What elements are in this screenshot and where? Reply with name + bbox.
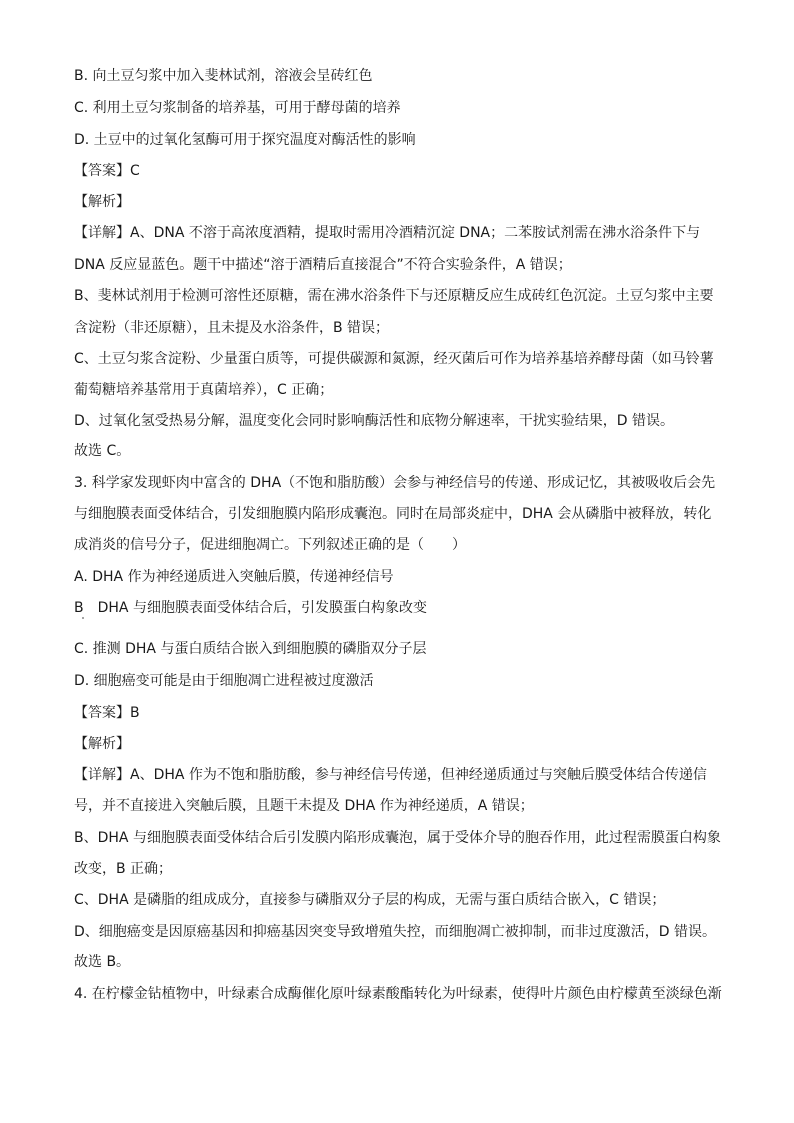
q2-explanation-line: 【详解】A、DNA 不溶于高浓度酒精，提取时需用冷酒精沉淀 DNA；二苯胺试剂需在沸水浴条件下与: [74, 225, 701, 241]
q2-explanation-line: 含淀粉（非还原糖），且未提及水浴条件，B 错误；: [74, 320, 390, 336]
q2-explanation-line: DNA 反应显蓝色。题干中描述“溶于酒精后直接混合”不符合实验条件，A 错误；: [74, 257, 572, 273]
q2-option-d: D. 土豆中的过氧化氢酶可用于探究温度对酶活性的影响: [74, 132, 416, 148]
q3-option-a: A. DHA 作为神经递质进入突触后膜，传递神经信号: [74, 569, 394, 585]
q3-stem-line: 成消炎的信号分子，促进细胞凋亡。下列叙述正确的是（ ）: [74, 537, 466, 553]
q2-explanation-line: 葡萄糖培养基常用于真菌培养），C 正确；: [74, 382, 334, 398]
q3-analysis-label: 【解析】: [74, 736, 130, 752]
q3-stem-line: 与细胞膜表面受体结合，引发细胞膜内陷形成囊泡。同时在局部炎症中，DHA 会从磷脂中被释放，转化: [74, 506, 712, 522]
q4-stem-line: 4. 在柠檬金钻植物中，叶绿素合成酶催化原叶绿素酸酯转化为叶绿素，使得叶片颜色由柠檬黄至淡绿色渐: [74, 986, 722, 1002]
q3-option-d: D. 细胞癌变可能是由于细胞凋亡进程被过度激活: [74, 673, 374, 689]
q3-conclusion: 故选 B。: [74, 954, 131, 970]
q3-explanation-line: C、DHA 是磷脂的组成成分，直接参与磷脂双分子层的构成，无需与蛋白质结合嵌入，C 错误；: [74, 892, 666, 908]
q2-explanation-line: C、土豆匀浆含淀粉、少量蛋白质等，可提供碳源和氮源，经灭菌后可作为培养基培养酵母菌（如马铃薯: [74, 351, 714, 367]
stray-dot: [82, 617, 84, 619]
q3-explanation-line: B、DHA 与细胞膜表面受体结合后引发膜内陷形成囊泡，属于受体介导的胞吞作用，此过程需膜蛋白构象: [74, 830, 721, 846]
q3-explanation-line: 改变，B 正确；: [74, 861, 173, 877]
q2-conclusion: 故选 C。: [74, 443, 131, 459]
q3-explanation-line: 号，并不直接进入突触后膜，且题干未提及 DHA 作为神经递质，A 错误；: [74, 798, 534, 814]
q2-answer: 【答案】C: [74, 163, 140, 179]
q3-answer: 【答案】B: [74, 705, 140, 721]
q3-stem-line: 3. 科学家发现虾肉中富含的 DHA（不饱和脂肪酸）会参与神经信号的传递、形成记忆，其被吸收后会先: [74, 475, 716, 491]
q3-option-b: B DHA 与细胞膜表面受体结合后，引发膜蛋白构象改变: [74, 600, 427, 616]
q2-analysis-label: 【解析】: [74, 194, 130, 210]
q2-explanation-line: D、过氧化氢受热易分解，温度变化会同时影响酶活性和底物分解速率，干扰实验结果，D 错误。: [74, 413, 675, 429]
q2-option-b: B. 向土豆匀浆中加入斐林试剂，溶液会呈砖红色: [74, 68, 373, 84]
q3-explanation-line: D、细胞癌变是因原癌基因和抑癌基因突变导致增殖失控，而细胞凋亡被抑制，而非过度激活，D 错误。: [74, 924, 717, 940]
q3-explanation-line: 【详解】A、DHA 作为不饱和脂肪酸，参与神经信号传递，但神经递质通过与突触后膜受体结合传递信: [74, 767, 707, 783]
q2-explanation-line: B、斐林试剂用于检测可溶性还原糖，需在沸水浴条件下与还原糖反应生成砖红色沉淀。土豆匀浆中主要: [74, 288, 714, 304]
q3-option-c: C. 推测 DHA 与蛋白质结合嵌入到细胞膜的磷脂双分子层: [74, 641, 427, 657]
q2-option-c: C. 利用土豆匀浆制备的培养基，可用于酵母菌的培养: [74, 100, 401, 116]
